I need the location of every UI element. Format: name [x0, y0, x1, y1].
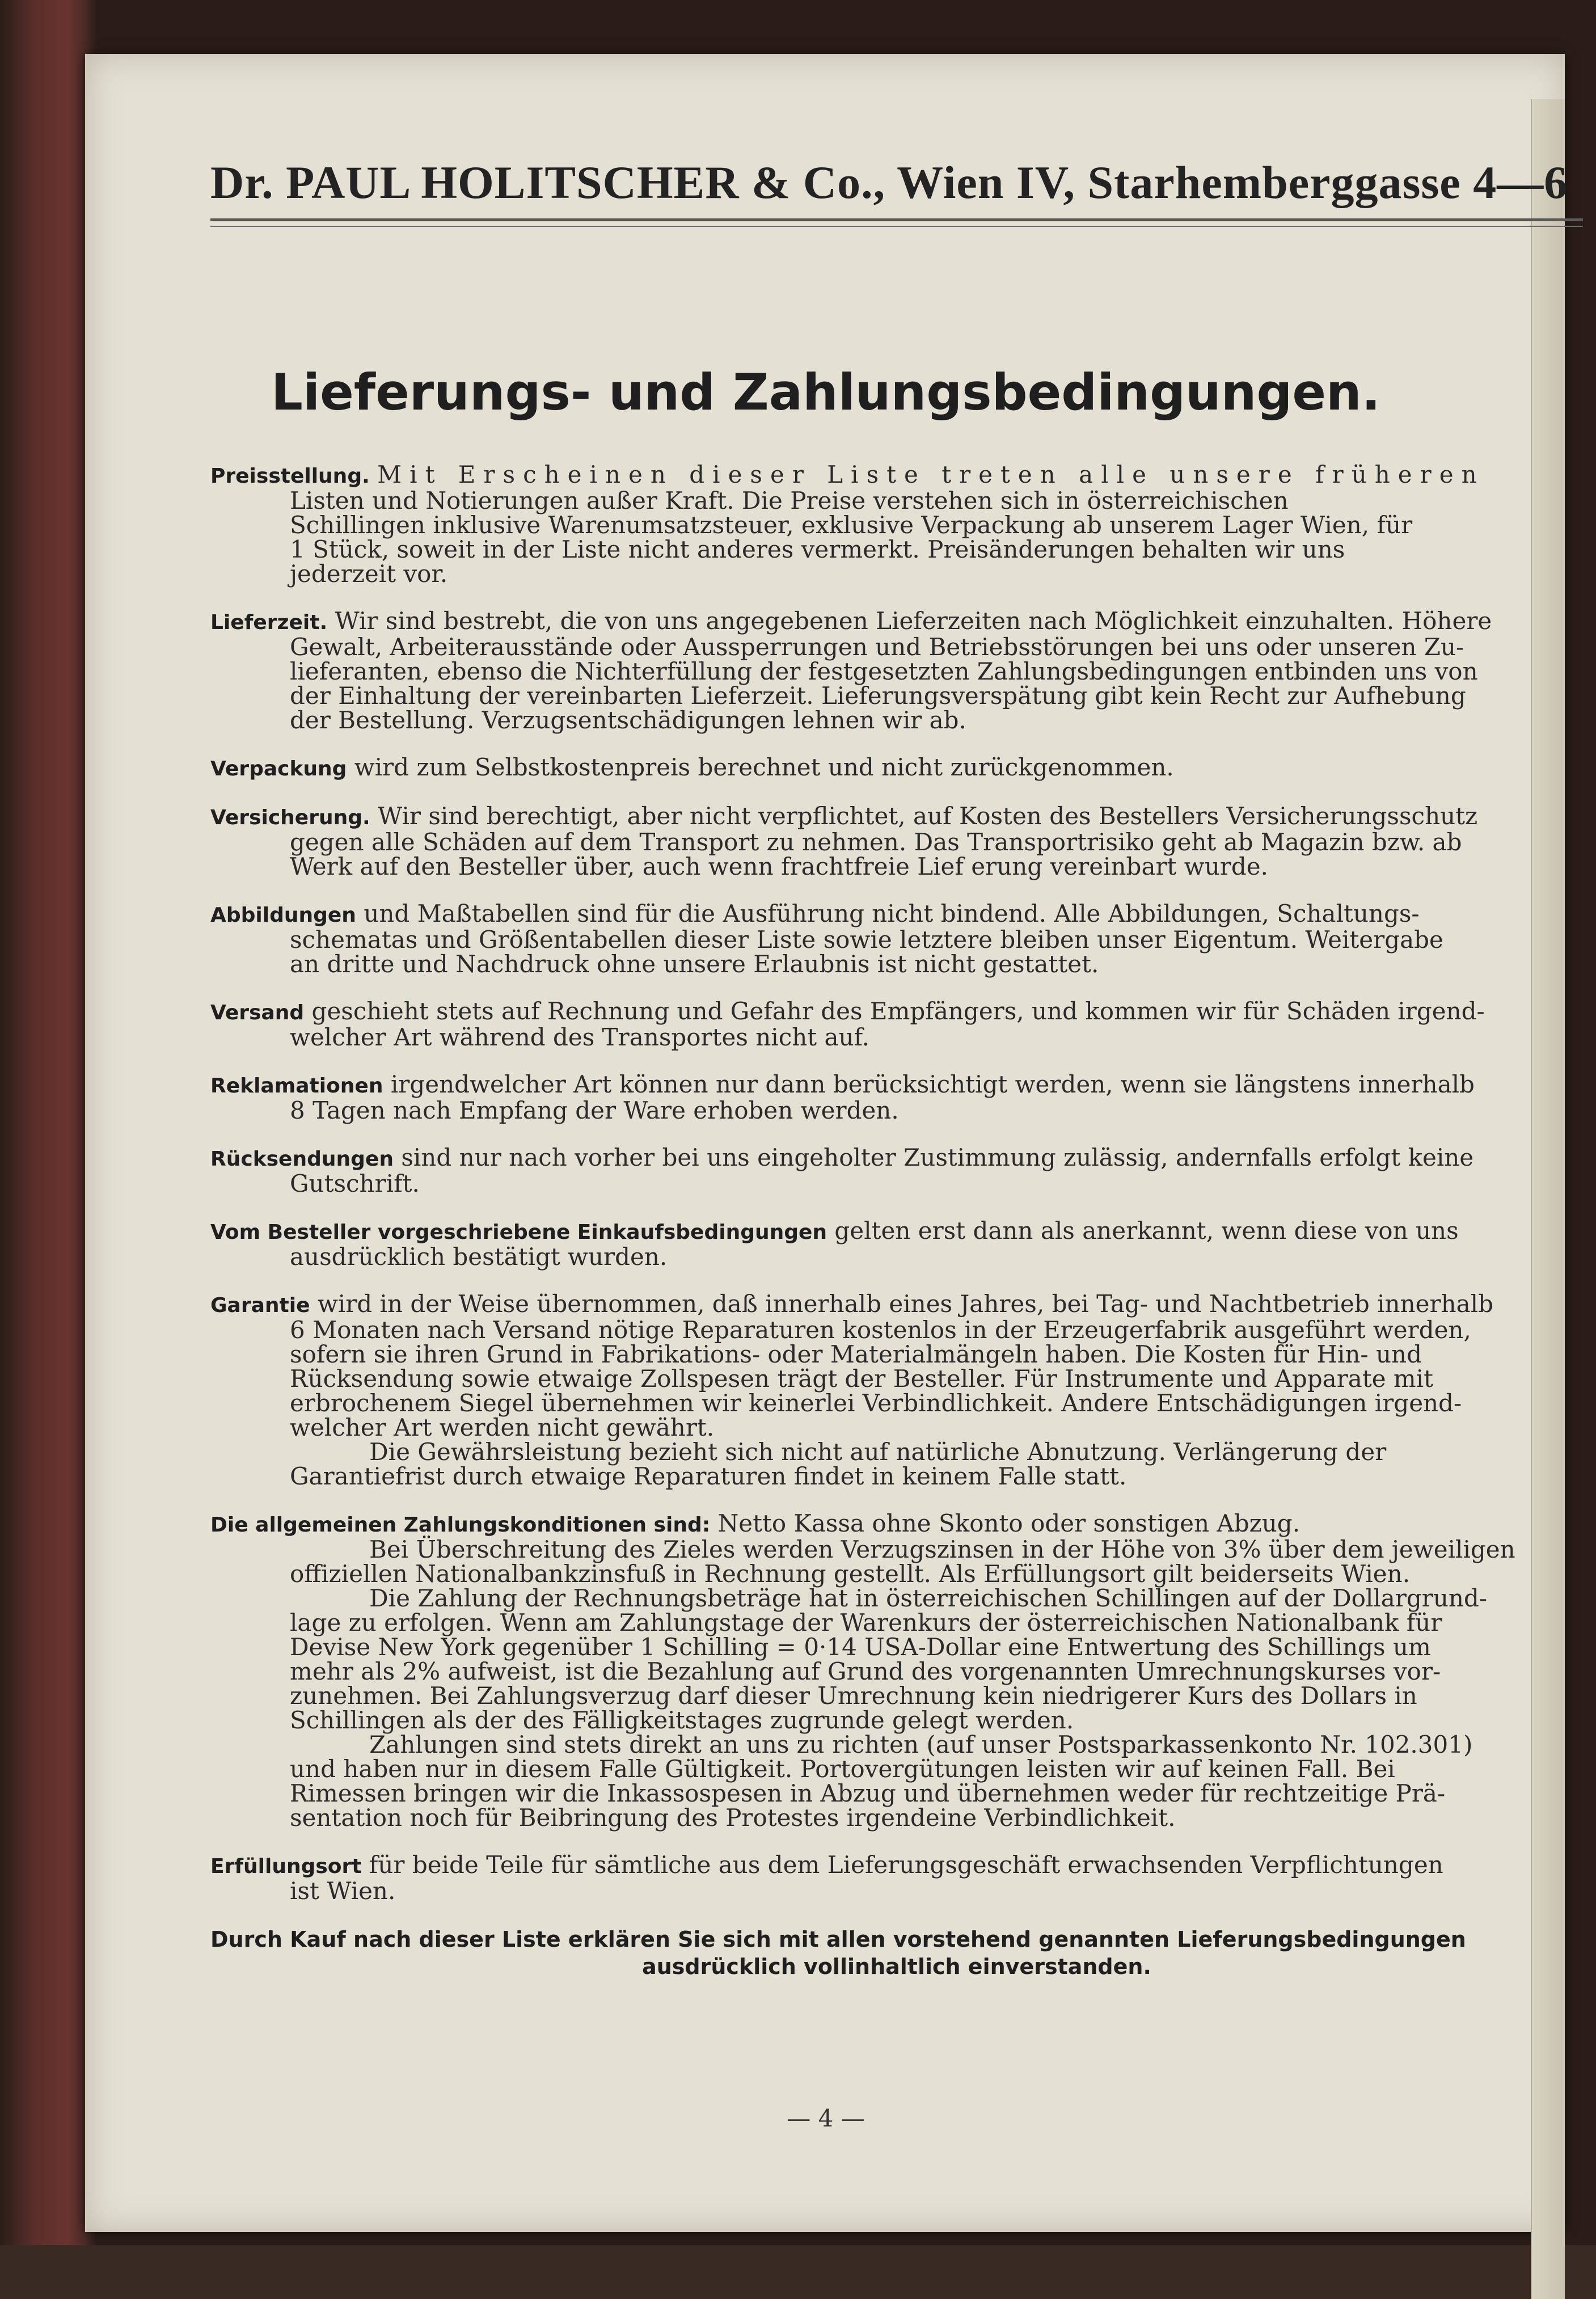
clause-term: Abbildungen: [210, 904, 356, 927]
clause-term: Versicherung.: [210, 806, 370, 829]
clause-line: welcher Art werden nicht gewährt.: [290, 1414, 715, 1441]
clause-line: Schillingen als der des Fälligkeitstages zugrunde gelegt werden.: [290, 1706, 1074, 1734]
clause-abbildungen: [210, 901, 1583, 976]
clause-term: Die allgemeinen Zahlungskonditionen sind:: [210, 1513, 711, 1537]
clause-line: Werk auf den Besteller über, auch wenn frachtfreie Lief erung vereinbart wurde.: [290, 853, 1268, 880]
header-rule-thick: [210, 218, 1583, 221]
clause-preisstellung: [210, 462, 1583, 586]
clause-line: Wir sind berechtigt, aber nicht verpflichtet, auf Kosten des Bestellers Versicherungsschutz: [378, 802, 1478, 830]
clause-erfuellungsort: [210, 1853, 1583, 1903]
clause-line: Schillingen inklusive Warenumsatzsteuer, exklusive Verpackung ab unserem Lager Wien, für: [290, 511, 1413, 539]
clause-verpackung: [210, 755, 1583, 781]
clause-line: Garantiefrist durch etwaige Reparaturen findet in keinem Falle statt.: [290, 1462, 1127, 1490]
clause-line: der Einhaltung der vereinbarten Lieferzeit. Lieferungsverspätung gibt kein Recht zur Aufhebung: [290, 682, 1466, 710]
clause-line: Netto Kassa ohne Skonto oder sonstigen Abzug.: [717, 1509, 1301, 1537]
clause-line: der Bestellung. Verzugsentschädigungen lehnen wir ab.: [290, 706, 966, 734]
clause-line: zunehmen. Bei Zahlungsverzug darf dieser Umrechnung kein niedrigerer Kurs des Dollars in: [290, 1682, 1417, 1710]
clause-line: gelten erst dann als anerkannt, wenn diese von uns: [834, 1217, 1459, 1245]
clause-line: welcher Art während des Transportes nicht auf.: [290, 1023, 870, 1051]
clause-line: lieferanten, ebenso die Nichterfüllung der festgesetzten Zahlungsbedingungen entbinden uns von: [290, 657, 1478, 685]
clause-line: an dritte und Nachdruck ohne unsere Erlaubnis ist nicht gestattet.: [290, 950, 1099, 978]
clause-term: Verpackung: [210, 757, 347, 781]
clause-line: Bei Überschreitung des Zieles werden Verzugszinsen in der Höhe von 3% über dem jeweiligen: [369, 1536, 1515, 1563]
clause-versand: [210, 999, 1583, 1049]
page-title: Lieferungs- und Zahlungsbedingungen.: [271, 363, 1381, 421]
clause-line: Devise New York gegenüber 1 Schilling = 0·14 USA-Dollar eine Entwertung des Schillings um: [290, 1633, 1431, 1661]
clause-line: ist Wien.: [290, 1877, 396, 1905]
clause-line: wird zum Selbstkostenpreis berechnet und nicht zurückgenommen.: [354, 753, 1174, 781]
clause-line: ausdrücklich bestätigt wurden.: [290, 1243, 668, 1271]
clause-line: irgendwelcher Art können nur dann berücksichtigt werden, wenn sie längstens innerhalb: [390, 1070, 1475, 1098]
final-statement: [210, 1926, 1583, 1980]
clause-line: sind nur nach vorher bei uns eingeholter Zustimmung zulässig, andernfalls erfolgt keine: [401, 1144, 1474, 1171]
letterhead: Dr. PAUL HOLITSCHER & Co., Wien IV, Starhemberggasse 4—6: [210, 157, 1568, 208]
clause-term: Reklamationen: [210, 1074, 383, 1098]
clause-line: 1 Stück, soweit in der Liste nicht anderes vermerkt. Preisänderungen behalten wir uns: [290, 535, 1345, 563]
clause-term: Preisstellung.: [210, 465, 370, 488]
clause-zahlungskonditionen: [210, 1511, 1583, 1830]
clause-line: offiziellen Nationalbankzinsfuß in Rechnung gestellt. Als Erfüllungsort gilt beiderseits Wien.: [290, 1560, 1411, 1588]
page-number: — 4 —: [787, 2104, 865, 2132]
clause-line: für beide Teile für sämtliche aus dem Lieferungsgeschäft erwachsenden Verpflichtungen: [369, 1851, 1443, 1879]
clause-line: schematas und Größentabellen dieser Liste sowie letztere bleiben unser Eigentum. Weitergabe: [290, 926, 1443, 954]
clause-garantie: [210, 1292, 1583, 1488]
clause-term: Rücksendungen: [210, 1148, 394, 1171]
clause-line: Wir sind bestrebt, die von uns angegebenen Lieferzeiten nach Möglichkeit einzuhalten. Höhere: [335, 607, 1492, 635]
clause-term: Vom Besteller vorgeschriebene Einkaufsbedingungen: [210, 1221, 827, 1244]
clause-versicherung: [210, 804, 1583, 879]
clause-line: sofern sie ihren Grund in Fabrikations- oder Materialmängeln haben. Die Kosten für Hin- und: [290, 1340, 1422, 1368]
terms-body: [210, 462, 1583, 1980]
document-page: [85, 54, 1568, 2232]
clause-einkaufsbedingungen: [210, 1218, 1583, 1269]
clause-reklamationen: [210, 1072, 1583, 1123]
clause-line: 8 Tagen nach Empfang der Ware erhoben werden.: [290, 1096, 899, 1124]
final-statement-line-1: Durch Kauf nach dieser Liste erklären Sie sich mit allen vorstehend genannten Lieferungsbedingungen: [210, 1927, 1466, 1952]
clause-term: Garantie: [210, 1294, 310, 1317]
clause-line: geschieht stets auf Rechnung und Gefahr des Empfängers, und kommen wir für Schäden irgend-: [311, 997, 1485, 1025]
clause-line: Die Gewährsleistung bezieht sich nicht auf natürliche Abnutzung. Verlängerung der: [369, 1438, 1387, 1466]
clause-line: und Maßtabellen sind für die Ausführung nicht bindend. Alle Abbildungen, Schaltungs-: [364, 900, 1420, 927]
header-rule-thin: [210, 226, 1583, 227]
clause-term: Versand: [210, 1001, 305, 1024]
clause-term: Erfüllungsort: [210, 1855, 362, 1878]
clause-line: gegen alle Schäden auf dem Transport zu nehmen. Das Transportrisiko geht ab Magazin bzw. ab: [290, 828, 1462, 856]
clause-lieferzeit: [210, 609, 1583, 732]
final-statement-line-2: ausdrücklich vollinhaltlich einverstanden.: [642, 1954, 1151, 1979]
clause-line: mehr als 2% aufweist, ist die Bezahlung auf Grund des vorgenannten Umrechnungskurses vor-: [290, 1657, 1441, 1685]
clause-line: sentation noch für Beibringung des Protestes irgendeine Verbindlichkeit.: [290, 1804, 1176, 1832]
clause-line: lage zu erfolgen. Wenn am Zahlungstage der Warenkurs der österreichischen Nationalbank für: [290, 1609, 1442, 1636]
clause-line: und haben nur in diesem Falle Gültigkeit. Portovergütungen leisten wir auf keinen Fall. Bei: [290, 1755, 1395, 1783]
clause-line: Die Zahlung der Rechnungsbeträge hat in österreichischen Schillingen auf der Dollargrund-: [369, 1584, 1488, 1612]
clause-line: Gewalt, Arbeiterausstände oder Aussperrungen und Betriebsstörungen bei uns oder unseren Zu-: [290, 633, 1464, 661]
clause-line: Listen und Notierungen außer Kraft. Die Preise verstehen sich in österreichischen: [290, 487, 1289, 514]
clause-line: jederzeit vor.: [290, 560, 448, 588]
clause-line: Gutschrift.: [290, 1170, 420, 1197]
clause-line: Rimessen bringen wir die Inkassospesen in Abzug und übernehmen weder für rechtzeitige Prä-: [290, 1779, 1446, 1807]
clause-line: wird in der Weise übernommen, daß innerhalb eines Jahres, bei Tag- und Nachtbetrieb innerhalb: [317, 1290, 1493, 1318]
clause-line: Rücksendung sowie etwaige Zollspesen trägt der Besteller. Für Instrumente und Apparate mit: [290, 1365, 1434, 1393]
clause-line: Mit Erscheinen dieser Liste treten alle unsere früheren: [377, 461, 1485, 488]
clause-line: 6 Monaten nach Versand nötige Reparaturen kostenlos in der Erzeugerfabrik ausgeführt werden,: [290, 1316, 1471, 1344]
clause-term: Lieferzeit.: [210, 611, 328, 634]
clause-line: Zahlungen sind stets direkt an uns zu richten (auf unser Postsparkassenkonto Nr. 102.301): [369, 1731, 1473, 1758]
clause-ruecksendungen: [210, 1145, 1583, 1196]
clause-line: erbrochenem Siegel übernehmen wir keinerlei Verbindlichkeit. Andere Entschädigungen irgend-: [290, 1389, 1462, 1417]
